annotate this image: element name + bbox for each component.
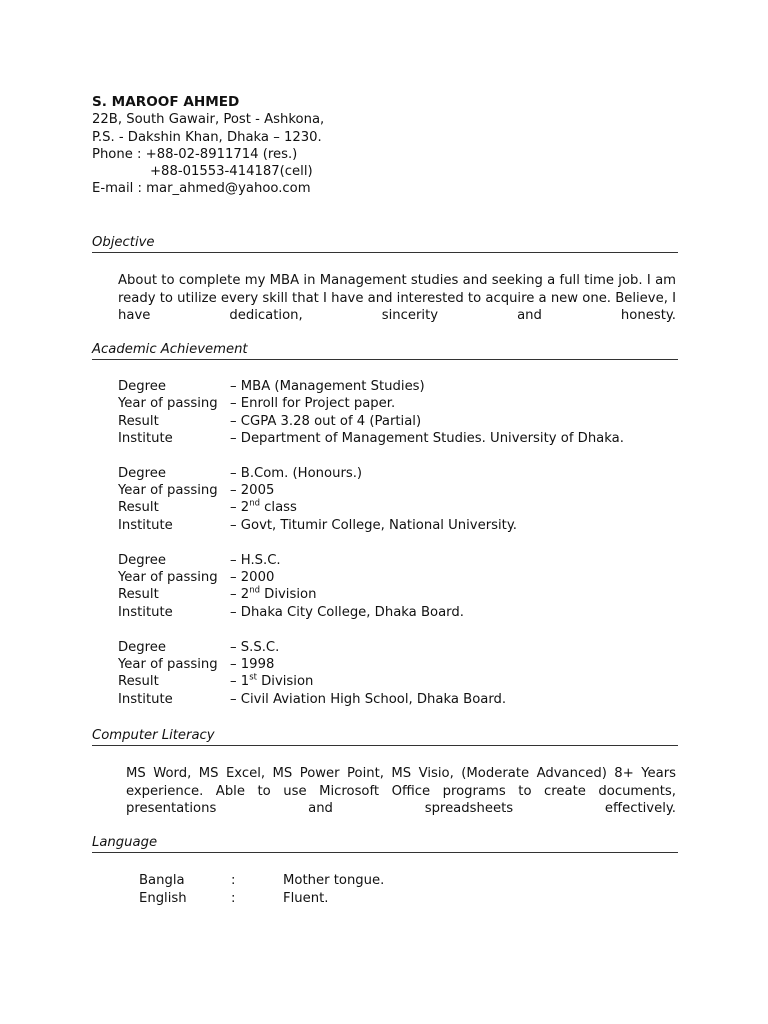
result-label: Result — [118, 587, 159, 603]
institute-value: – Civil Aviation High School, Dhaka Board. — [230, 691, 507, 707]
degree-value: – H.S.C. — [230, 552, 281, 568]
institute-label: Institute — [118, 604, 173, 620]
year-label: Year of passing — [118, 570, 218, 586]
language-heading: Language — [92, 835, 678, 853]
year-value: – 2000 — [230, 570, 275, 586]
institute-value: – Dhaka City College, Dhaka Board. — [230, 604, 464, 620]
year-label: Year of passing — [118, 656, 218, 672]
year-value: – 2005 — [230, 483, 275, 499]
academic-list — [118, 378, 678, 726]
language-separator: : — [231, 873, 236, 888]
result-label: Result — [118, 413, 159, 429]
objective-text: About to complete my MBA in Management studies and seeking a full time job. I am ready to utilize every skill that I have and interested to acquire a new one. Believe, I have dedication, sincerity and honesty. — [118, 273, 676, 323]
degree-value: – S.S.C. — [230, 639, 280, 655]
applicant-name: S. MAROOF AHMED — [92, 94, 240, 110]
contact-header — [92, 94, 324, 198]
email-line: E-mail : mar_ahmed@yahoo.com — [92, 181, 311, 197]
academic-entry-hsc — [118, 552, 678, 621]
result-label: Result — [118, 500, 159, 516]
result-value: – 2nd class — [230, 499, 297, 516]
language-separator: : — [231, 890, 236, 906]
institute-value: – Govt, Titumir College, National University. — [230, 517, 517, 533]
institute-label: Institute — [118, 517, 173, 533]
computer-literacy-text: MS Word, MS Excel, MS Power Point, MS Visio, (Moderate Advanced) 8+ Years experience. Able to use Microsoft Office programs to create documents, presentations and spreadsheets effectively. — [126, 766, 676, 816]
result-label: Result — [118, 674, 159, 690]
academic-entry-mba — [118, 378, 678, 447]
computer-literacy-heading: Computer Literacy — [92, 728, 678, 746]
result-value: – CGPA 3.28 out of 4 (Partial) — [230, 413, 422, 429]
degree-label: Degree — [118, 379, 166, 394]
address-line-2: P.S. - Dakshin Khan, Dhaka – 1230. — [92, 129, 322, 145]
institute-label: Institute — [118, 430, 173, 446]
degree-value: – B.Com. (Honours.) — [230, 465, 363, 481]
year-value: – 1998 — [230, 656, 275, 672]
phone-residence: Phone : +88-02-8911714 (res.) — [92, 146, 298, 162]
language-row — [139, 890, 384, 908]
academic-heading: Academic Achievement — [92, 342, 678, 360]
result-value: – 2nd Division — [230, 585, 317, 603]
academic-entry-ssc — [118, 639, 678, 708]
language-list — [139, 872, 384, 907]
institute-value: – Department of Management Studies. University of Dhaka. — [230, 430, 624, 446]
result-value: – 1st Division — [230, 672, 314, 690]
language-level: Fluent. — [283, 890, 329, 906]
degree-value: – MBA (Management Studies) — [230, 379, 425, 394]
academic-entry-bcom — [118, 465, 678, 534]
degree-label: Degree — [118, 465, 166, 481]
language-level: Mother tongue. — [283, 873, 385, 888]
phone-cell: +88-01553-414187(cell) — [150, 164, 313, 180]
language-name: Bangla — [139, 873, 185, 888]
degree-label: Degree — [118, 639, 166, 655]
language-name: English — [139, 890, 187, 906]
language-row — [139, 872, 384, 890]
year-label: Year of passing — [118, 396, 218, 412]
objective-heading: Objective — [92, 235, 678, 253]
institute-label: Institute — [118, 691, 173, 707]
degree-label: Degree — [118, 552, 166, 568]
address-line-1: 22B, South Gawair, Post - Ashkona, — [92, 112, 325, 128]
year-label: Year of passing — [118, 483, 218, 499]
year-value: – Enroll for Project paper. — [230, 396, 396, 412]
